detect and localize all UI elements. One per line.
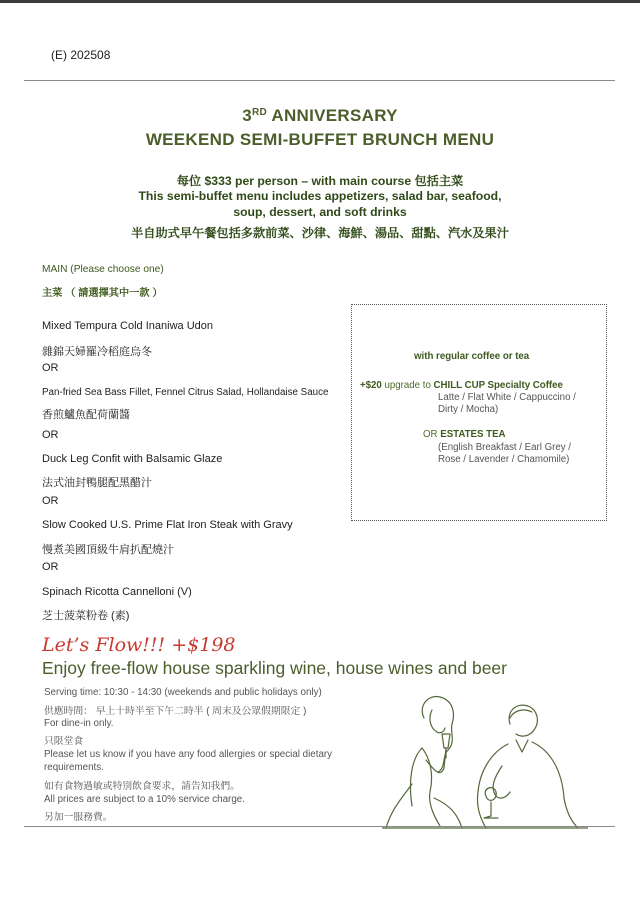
title-ordinal: RD	[251, 107, 267, 118]
note-serving-en: Serving time: 10:30 - 14:30 (weekends and public holidays only)	[44, 687, 322, 698]
or-1: OR	[42, 362, 59, 374]
woman-glass	[442, 734, 450, 758]
drinks-box	[351, 304, 607, 521]
or-2: OR	[42, 429, 59, 441]
item-2-en: Pan-fried Sea Bass Fillet, Fennel Citrus Salad, Hollandaise Sauce	[42, 387, 329, 398]
item-1-en: Mixed Tempura Cold Inaniwa Udon	[42, 320, 213, 332]
coffee-options-2: Dirty / Mocha)	[438, 404, 499, 415]
woman-lines	[386, 784, 462, 828]
chill-cup-name: CHILL CUP Specialty Coffee	[433, 380, 563, 391]
coffee-options-1: Latte / Flat White / Cappuccino /	[438, 392, 576, 403]
item-4-zh: 慢煮美國頂級牛肩扒配燒汁	[42, 544, 174, 556]
item-5-zh: 芝士菠菜粉卷 (素)	[42, 610, 130, 622]
free-flow-subheading: Enjoy free-flow house sparkling wine, house wines and beer	[42, 658, 507, 678]
drinks-coffee-tea: with regular coffee or tea	[414, 351, 530, 362]
note-allergy-en-2: requirements.	[44, 762, 104, 773]
top-border	[0, 0, 640, 3]
footer-divider	[24, 826, 615, 827]
includes-line-1: This semi-buffet menu includes appetizers, salad bar, seafood,	[138, 189, 502, 203]
estates-tea-name: ESTATES TEA	[440, 429, 506, 440]
menu-title-line2: WEEKEND SEMI-BUFFET BRUNCH MENU	[145, 130, 495, 149]
tea-options-1: (English Breakfast / Earl Grey /	[438, 442, 571, 453]
item-4-en: Slow Cooked U.S. Prime Flat Iron Steak with Gravy	[42, 519, 293, 531]
note-service-zh: 另加一服務費。	[44, 812, 113, 823]
item-3-en: Duck Leg Confit with Balsamic Glaze	[42, 453, 223, 465]
man-body	[477, 742, 578, 828]
includes-line-2: soup, dessert, and soft drinks	[233, 205, 407, 219]
man-collar	[516, 740, 528, 752]
woman-face	[430, 710, 445, 733]
item-3-zh: 法式油封鴨腿配黑醋汁	[42, 477, 152, 489]
item-1-zh: 雜錦天婦羅冷稻庭烏冬	[42, 346, 152, 358]
includes-line-zh: 半自助式早午餐包括多款前菜、沙律、海鮮、湯品、甜點、汽水及果汁	[131, 226, 509, 240]
title-anniversary: ANNIVERSARY	[267, 106, 398, 125]
menu-title-line1	[0, 106, 640, 126]
title-number: 3	[242, 106, 252, 125]
header-divider	[24, 80, 615, 81]
man-glass	[484, 788, 498, 818]
note-service-en: All prices are subject to a 10% service charge.	[44, 794, 245, 805]
item-5-en: Spinach Ricotta Cannelloni (V)	[42, 586, 192, 598]
price-line: 每位 $333 per person – with main course 包括主菜	[176, 174, 464, 188]
note-allergy-en-1: Please let us know if you have any food allergies or special dietary	[44, 749, 333, 760]
document-code: (E) 202508	[51, 48, 111, 62]
man-hair	[510, 710, 532, 718]
upgrade-to: upgrade to	[381, 380, 434, 391]
upgrade-price: +$20	[360, 380, 382, 391]
note-dinein-zh: 只限堂食	[44, 736, 84, 747]
or-4: OR	[42, 561, 59, 573]
main-heading-zh: 主菜 （ 請選擇其中一款 ）	[42, 288, 163, 299]
woman-body	[410, 748, 440, 826]
tea-options-2: Rose / Lavender / Chamomile)	[438, 454, 570, 465]
free-flow-heading: Let’s Flow!!! +$198	[42, 634, 236, 656]
drinks-upgrade-line	[360, 380, 563, 391]
or-3: OR	[42, 495, 59, 507]
couple-toast-line-art	[382, 688, 588, 830]
or-word: OR	[423, 429, 441, 440]
note-dinein-en: For dine-in only.	[44, 718, 114, 729]
main-heading-en: MAIN (Please choose one)	[42, 264, 164, 275]
note-serving-zh: 供應時間： 早上十時半至下午二時半 ( 周末及公眾假期限定 )	[44, 706, 307, 717]
item-2-zh: 香煎鱸魚配荷蘭醬	[42, 409, 130, 421]
estates-tea-line	[423, 429, 506, 440]
note-allergy-zh: 如有食物過敏或特別飲食要求，請告知我們。	[44, 781, 240, 792]
